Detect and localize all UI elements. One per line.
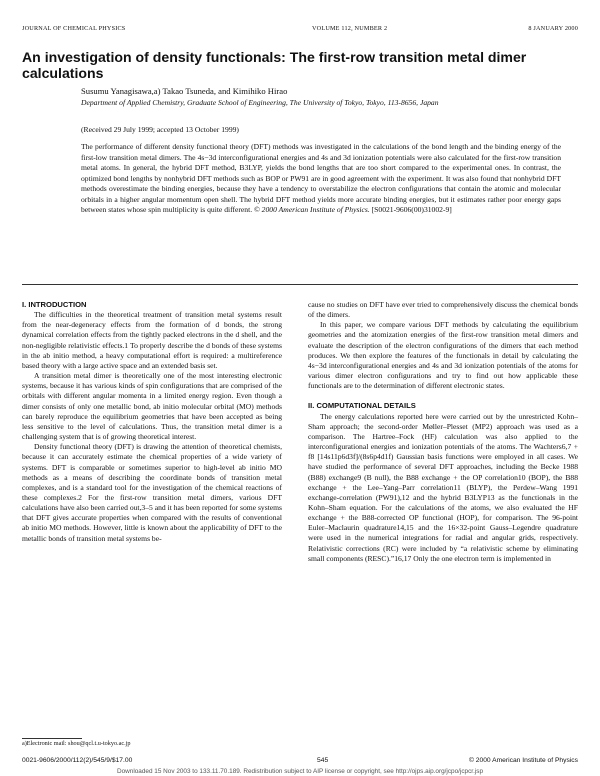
intro-paragraph: Density functional theory (DFT) is drawing the attention of theoretical chemists, because it can accurately estimate the chemical properties of a wide variety of systems. DFT is comparable or sometimes superior to high-level ab initio MO methods as a means of describing the coordinate bonds of transition metal complexes, and is a standard tool for the investigation of the chemical reactions of these complexes.2 For the first-row transition metal dimers, various DFT calculations have also been carried out,3–5 and it has been reported for some systems that DFT gives accurate properties when compared with the results of conventional ab initio MO methods. However, little is known about the applicability of DFT to the metallic bonds of transition metal systems be- — [22, 442, 282, 543]
issue-date: 8 JANUARY 2000 — [528, 25, 578, 32]
intro-heading: I. INTRODUCTION — [22, 300, 87, 309]
left-column — [22, 300, 282, 544]
volume-number: VOLUME 112, NUMBER 2 — [312, 25, 388, 32]
computational-paragraph: The energy calculations reported here were carried out by the unrestricted Kohn–Sham approach; the second-order Møller–Plesset (MP2) approach was used as a comparison. The Hartree–Fock (HF) calculation was also applied to the interconfigurational energies and ionization potentials of the atoms. The Wachters6,7 + f8 [14s11p6d3f]/(8s6p4d1f) Gaussian basis functions were employed in all cases. We have studied the performance of several DFT approaches, including the Becke 1988 (B88) exchange9 (B null), the B88 exchange + the OP correlation10 (BOP), the B88 exchange + the Lee–Yang–Parr correlation11 (BLYP), the Perdew–Wang 1991 exchange-correlation (PW91),12 and the hybrid B3LYP13 as the functionals in the Kohn–Sham equation. For the calculations of the atoms, we also evaluated the HF exchange + the B88-corrected OP functional (HOP), for comparison. The 96-point Euler–Maclaurin quadrature14,15 and the 16×32-point Gauss–Legendre quadrature were used in the numerical integrations for radial and angular grids, respectively. Relativistic corrections (RC) were included by “a relativistic scheme by eliminating small components (RESC).”16,17 Only the one electron term is implemented in — [308, 411, 578, 563]
intro-paragraph: The difficulties in the theoretical treatment of transition metal systems result from the near-degeneracy effects from the formation of d bonds, the strong dynamical correlation effects from the tightly packed electrons in the d shell, and the non-negligible relativistic effects.1 To properly describe the d bonds of these systems in the ab initio method, a heavy computational effort is required: a multireference based theory with a large active space and an extended basis set. — [22, 310, 282, 370]
article-code: 0021-9606/2000/112(2)/545/9/$17.00 — [22, 757, 133, 764]
section-divider — [22, 284, 578, 285]
author-list: Susumu Yanagisawa,a) Takao Tsuneda, and Kimihiko Hirao — [81, 86, 288, 96]
abstract-code: [S0021-9606(00)31002-9] — [371, 205, 452, 215]
computational-heading: II. COMPUTATIONAL DETAILS — [308, 401, 416, 411]
journal-name: JOURNAL OF CHEMICAL PHYSICS — [22, 25, 126, 32]
affiliation: Department of Applied Chemistry, Graduate School of Engineering, The University of Tokyo, Tokyo, 113-8656, Japan — [81, 98, 439, 107]
footer-copyright: © 2000 American Institute of Physics — [468, 757, 578, 764]
download-notice: Downloaded 15 Nov 2003 to 133.11.70.189. Redistribution subject to AIP license or copyright, see http://ojps.aip.org/jcpo/jcpcr.jsp — [116, 768, 484, 775]
intro-paragraph: In this paper, we compare various DFT methods by calculating the equilibrium geometries and the atomization energies of the first-row transition metal dimers and evaluate the description of the electron configurations of the dimers that each method produces. We then explore the features of the functionals in detail by calculating the 4s−3d interconfigurational energies and 4s and 3d ionization potentials of the atoms for various dimer electron configurations and try to find out how applicable these functionals are to the determination of different electronic states. — [308, 320, 578, 391]
abstract — [81, 142, 561, 216]
abstract-copyright: © 2000 American Institute of Physics. — [254, 205, 370, 215]
received-dates: (Received 29 July 1999; accepted 13 October 1999) — [81, 125, 239, 134]
right-column — [308, 300, 578, 564]
footnote: a)Electronic mail: shou@qcl.t.u-tokyo.ac.jp — [22, 740, 131, 747]
intro-paragraph: A transition metal dimer is theoretically one of the most interesting electronic systems, because it has various kinds of spin configurations that are comprised of the orbitals with different angular momenta in a limited energy region. Even though a dimer consists of only one metallic bond, ab initio molecular orbital (MO) methods can barely reproduce the equilibrium geometries that have been accepted as being less sensitive to the level of calculations. Thus, the transition metal dimer is a challenging system that is of growing theoretical interest. — [22, 371, 282, 442]
intro-paragraph: cause no studies on DFT have ever tried to comprehensively discuss the chemical bonds of the dimers. — [308, 300, 578, 320]
page-number: 545 — [317, 757, 329, 764]
footnote-rule — [22, 738, 82, 739]
abstract-body: The performance of different density functional theory (DFT) methods was investigated in the calculations of the bond length and the binding energy of the first-low transition metal dimers. The 4s−3d interconfigurational energies and 4s and 3d ionization potentials were also calculated for the first-row transition metal atoms. In general, the hybrid DFT method, B3LYP, yields the bond lengths that are too short compared to the experimental ones. In contrast, the optimized bond lengths by nonhybrid DFT methods such as BOP or PW91 are in good agreement with the experiment. It was also found that nonhybrid DFT methods overestimate the binding energies, because they have a tendency to overstabilize the electron configurations that contain the atomic and molecular orbitals in a higher angular momentum open shell. The hybrid DFT method yields more accurate binding energies, but it estimates rather poor energy gaps between states whose spin multiplicity is quite different. — [81, 142, 561, 215]
paper-title: An investigation of density functionals: The first-row transition metal dimer calculations — [22, 49, 527, 81]
